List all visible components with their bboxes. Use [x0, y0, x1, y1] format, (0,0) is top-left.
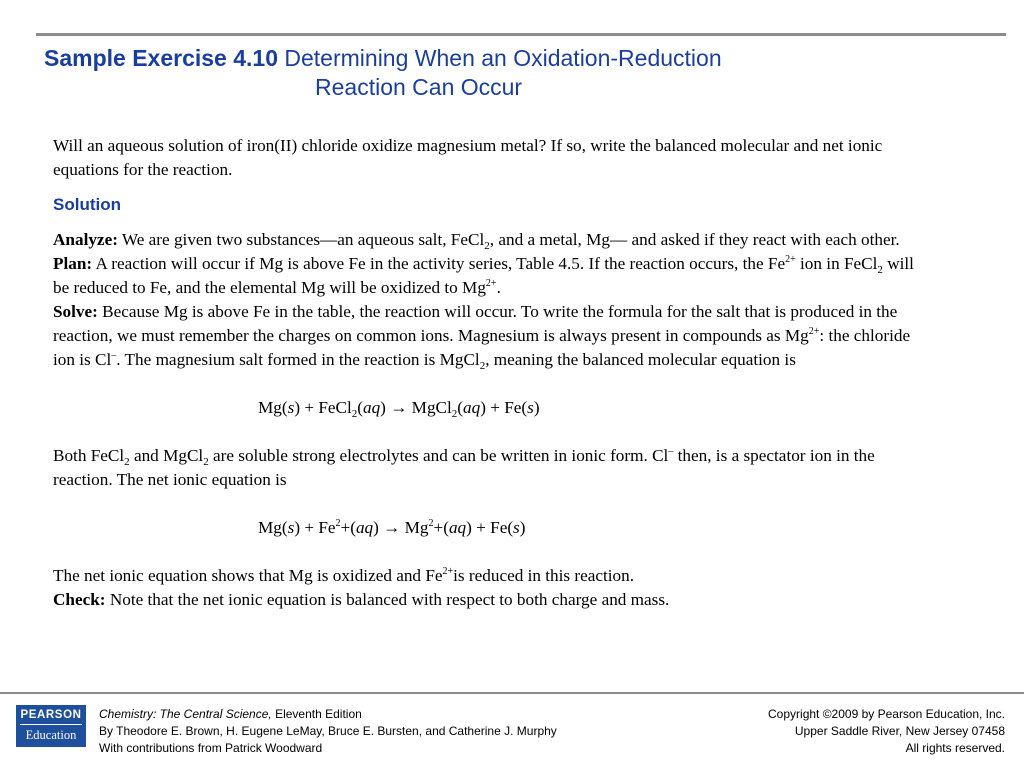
net-ionic-equation: $Mg(s) + Fe^2+(aq) \to Mg^2+(aq) + Fe(s)$ [258, 518, 526, 537]
check-label: Check: [53, 590, 106, 609]
footer-authors: By Theodore E. Brown, H. Eugene LeMay, Bruce E. Bursten, and Catherine J. Murphy [99, 724, 557, 738]
footer-book-line [99, 706, 557, 723]
ionic-form-paragraph: Both FeCl$_2$ and MgCl$_2$ are soluble strong electrolytes and can be written in ionic form. Cl– then, is a spectator ion in the reaction. The net ionic equation is [53, 446, 875, 489]
solution-heading: Solution [53, 195, 121, 214]
analyze-paragraph: Analyze: We are given two substances—an aqueous salt, FeCl$_2$, and a metal, Mg— and asked if they react with each other. [53, 230, 900, 252]
book-title: Chemistry: The Central Science, [99, 707, 272, 721]
bottom-divider [0, 692, 1024, 694]
molecular-equation: Mg(s) + FeCl$_2$(aq) → MgCl$_2$(aq) + Fe(s) [258, 398, 540, 420]
rights-line: All rights reserved. [905, 741, 1005, 755]
question-text: Will an aqueous solution of iron(II) chloride oxidize magnesium metal? If so, write the balanced molecular and net ionic equations for the reaction. [53, 136, 883, 179]
footer-copyright [768, 706, 1005, 757]
footer-contributions: With contributions from Patrick Woodward [99, 741, 323, 755]
footer-citation [99, 706, 557, 757]
plan-label: Plan: [53, 254, 93, 273]
plan-paragraph: Plan: A reaction will occur if Mg is above Fe in the activity series, Table 4.5. If the reaction occurs, the $Fe^{2+}$ ion in FeCl$_2$ will be reduced to Fe, and the elemental Mg will be oxidized to $Mg^{2+}$. [53, 254, 914, 297]
pearson-logo [16, 705, 86, 747]
conclusion-paragraph: The net ionic equation shows that Mg is oxidized and $Fe^{2+}is$ reduced in this reaction. [53, 566, 635, 585]
title-line-1: Determining When an Oxidation-Reduction [284, 45, 722, 71]
top-divider [36, 33, 1006, 36]
solve-label: Solve: [53, 302, 98, 321]
solve-paragraph: Solve: Because Mg is above Fe in the table, the reaction will occur. To write the formula for the salt that is produced in the reaction, we must remember the charges on common ions. Magnesium is always present in compounds as $Mg^{2+}$: the chloride ion is Cl–. The magnesium salt formed in the reaction is MgCl$_2$, meaning the balanced molecular equation is [53, 302, 911, 372]
title-line-2: Reaction Can Occur [315, 74, 523, 100]
exercise-label: Sample Exercise 4.10 [44, 45, 278, 71]
analyze-label: Analyze: [53, 230, 118, 249]
book-edition: Eleventh Edition [275, 707, 362, 721]
logo-pearson-text: PEARSON [20, 709, 82, 721]
check-paragraph [53, 588, 923, 612]
slide-content [53, 134, 923, 612]
address-line: Upper Saddle River, New Jersey 07458 [794, 724, 1005, 738]
logo-education-text: Education [25, 728, 77, 742]
slide-title [44, 44, 944, 102]
check-text: Note that the net ionic equation is balanced with respect to both charge and mass. [109, 590, 670, 609]
logo-divider [20, 724, 82, 725]
copyright-line: Copyright ©2009 by Pearson Education, Inc. [768, 707, 1005, 721]
